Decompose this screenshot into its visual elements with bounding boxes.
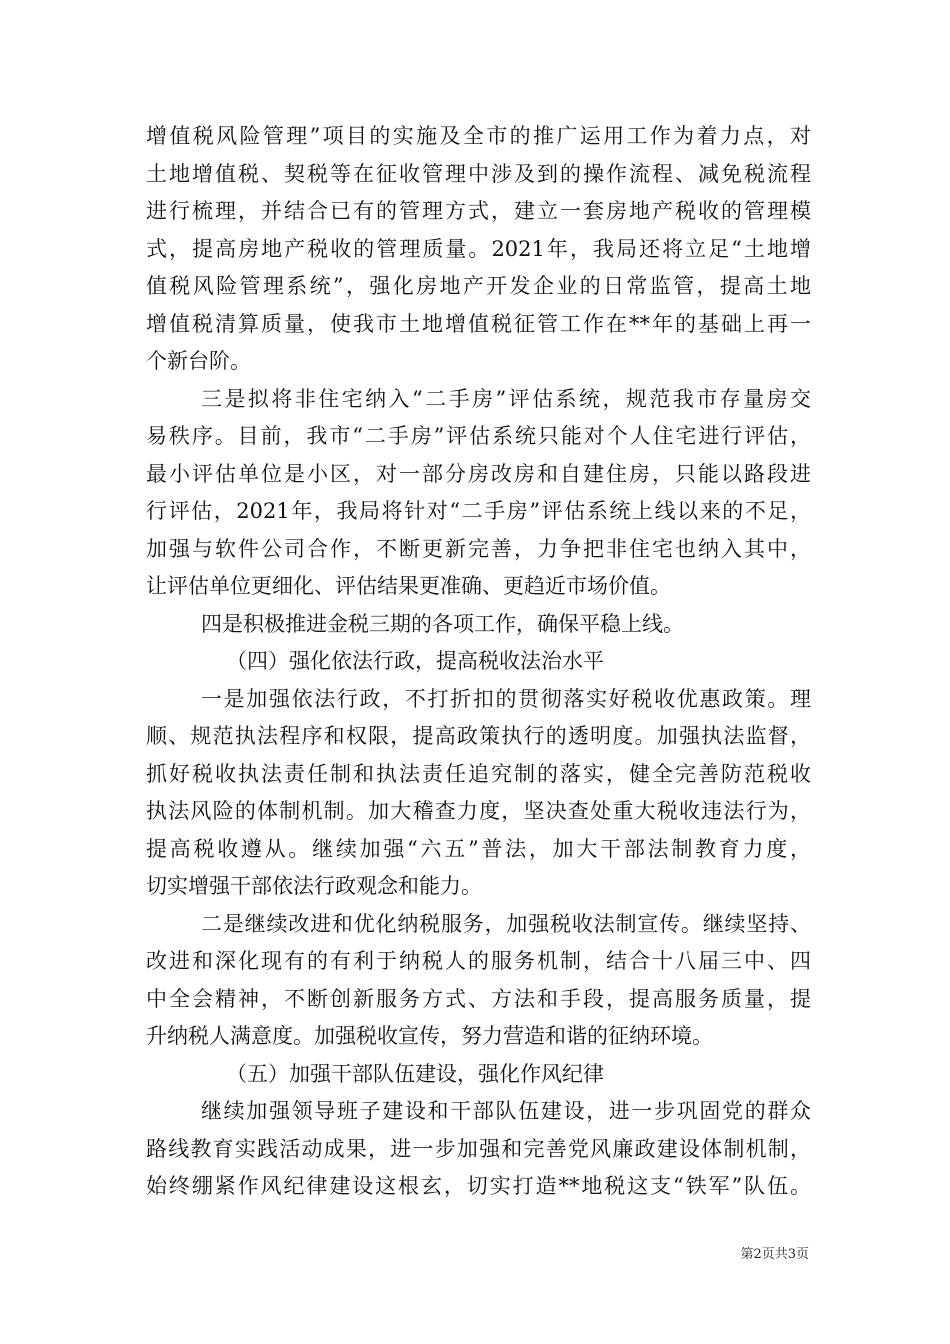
text-line: 中全会精神，不断创新服务方式、方法和手段，提高服务质量，提 xyxy=(146,986,811,1011)
page-number: 第2页共3页 xyxy=(740,1247,809,1262)
text-line: 抓好税收执法责任制和执法责任追究制的落实，健全完善防范税收 xyxy=(146,761,811,786)
text-line: 土地增值税、契税等在征收管理中涉及到的操作流程、减免税流程 xyxy=(146,161,811,186)
document-body xyxy=(146,118,811,1206)
text-line: 切实增强干部依法行政观念和能力。 xyxy=(146,874,482,898)
section-heading: （四）强化依法行政，提高税收法治水平 xyxy=(226,649,604,673)
text-line: 升纳税人满意度。加强税收宣传，努力营造和谐的征纳环境。 xyxy=(146,1024,713,1048)
text-line: 个新台阶。 xyxy=(146,349,251,373)
text-line: 执法风险的体制机制。加大稽查力度，坚决查处重大税收违法行为， xyxy=(146,799,811,823)
text-line: 式，提高房地产税收的管理质量。2021年，我局还将立足“土地增 xyxy=(146,236,811,261)
text-line: 行评估，2021年，我局将针对“二手房”评估系统上线以来的不足， xyxy=(146,499,811,523)
text-line: 进行梳理，并结合已有的管理方式，建立一套房地产税收的管理模 xyxy=(146,199,811,223)
text-line: 最小评估单位是小区，对一部分房改房和自建住房，只能以路段进 xyxy=(146,461,811,486)
text-line: 加强与软件公司合作，不断更新完善，力争把非住宅也纳入其中， xyxy=(146,536,811,561)
paragraph-start-line: 一是加强依法行政，不打折扣的贯彻落实好税收优惠政策。理 xyxy=(201,686,811,711)
text-line: 增值税清算质量，使我市土地增值税征管工作在**年的基础上再一 xyxy=(146,311,811,336)
text-line: 提高税收遵从。继续加强“六五”普法，加大干部法制教育力度， xyxy=(146,836,811,861)
text-line: 让评估单位更细化、评估结果更准确、更趋近市场价值。 xyxy=(146,574,671,598)
paragraph-start-line: 二是继续改进和优化纳税服务，加强税收法制宣传。继续坚持、 xyxy=(201,911,811,936)
paragraph-start-line: 继续加强领导班子建设和干部队伍建设，进一步巩固党的群众 xyxy=(201,1099,811,1123)
paragraph-start-line: 四是积极推进金税三期的各项工作，确保平稳上线。 xyxy=(201,611,684,636)
text-line: 值税风险管理系统”，强化房地产开发企业的日常监管，提高土地 xyxy=(146,274,811,298)
text-line: 顺、规范执法程序和权限，提高政策执行的透明度。加强执法监督， xyxy=(146,724,811,748)
paragraph-start-line: 三是拟将非住宅纳入“二手房”评估系统，规范我市存量房交 xyxy=(201,386,811,411)
section-heading: （五）加强干部队伍建设，强化作风纪律 xyxy=(226,1061,604,1086)
text-line: 易秩序。目前，我市“二手房”评估系统只能对个人住宅进行评估， xyxy=(146,424,811,448)
text-line: 路线教育实践活动成果，进一步加强和完善党风廉政建设体制机制， xyxy=(146,1136,811,1161)
text-line: 增值税风险管理”项目的实施及全市的推广运用工作为着力点，对 xyxy=(146,124,811,148)
text-line: 始终绷紧作风纪律建设这根玄，切实打造**地税这支“铁军”队伍。 xyxy=(146,1174,811,1198)
text-line: 改进和深化现有的有利于纳税人的服务机制，结合十八届三中、四 xyxy=(146,949,811,973)
